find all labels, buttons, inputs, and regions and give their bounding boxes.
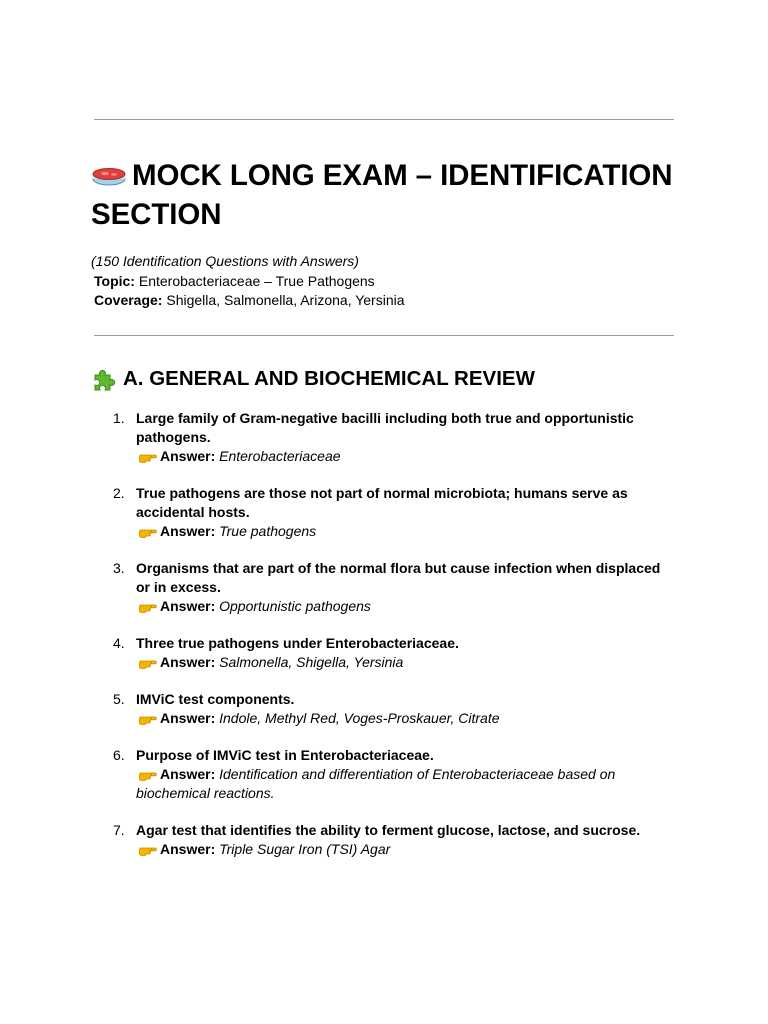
question-text: Organisms that are part of the normal flora but cause infection when displaced or in excess. (136, 560, 661, 595)
question-number: 4. (113, 635, 125, 651)
answer-row (136, 709, 676, 728)
question-number: 2. (113, 485, 125, 501)
pointing-hand-icon (139, 599, 157, 613)
pointing-hand-icon (139, 842, 157, 856)
coverage-row (91, 291, 691, 311)
answer-text: Triple Sugar Iron (TSI) Agar (219, 841, 391, 857)
answer-text: True pathogens (219, 523, 317, 539)
answer-label: Answer: (160, 841, 216, 857)
list-item (0, 821, 676, 859)
answer-text: Identification and differentiation of Enterobacteriaceae based on biochemical reactions. (136, 766, 616, 801)
coverage-label: Coverage: (94, 292, 163, 308)
topic-row (91, 272, 691, 292)
subtitle: (150 Identification Questions with Answers) (91, 253, 359, 269)
pointing-hand-icon (139, 711, 157, 725)
question-number: 3. (113, 560, 125, 576)
page-title (91, 156, 691, 234)
list-item (0, 690, 676, 728)
answer-label: Answer: (160, 766, 216, 782)
title-text: MOCK LONG EXAM – IDENTIFICATION SECTION (91, 159, 673, 231)
answer-row (136, 653, 676, 672)
question-number: 6. (113, 747, 125, 763)
answer-row (136, 522, 676, 541)
section-heading (91, 364, 691, 394)
question-number: 7. (113, 822, 125, 838)
pointing-hand-icon (139, 449, 157, 463)
question-number: 5. (113, 691, 125, 707)
topic-label: Topic: (94, 272, 135, 289)
question-number: 1. (113, 410, 125, 426)
answer-text: Salmonella, Shigella, Yersinia (219, 654, 404, 670)
section-heading-text: A. GENERAL AND BIOCHEMICAL REVIEW (123, 367, 535, 390)
exam-meta (91, 252, 691, 311)
pointing-hand-icon (139, 524, 157, 538)
answer-row (136, 840, 676, 859)
question-text: True pathogens are those not part of normal microbiota; humans serve as accidental hosts. (136, 485, 628, 520)
answer-label: Answer: (160, 448, 216, 464)
list-item (0, 634, 676, 672)
answer-row (136, 447, 676, 466)
answer-label: Answer: (160, 710, 216, 726)
pointing-hand-icon (139, 767, 157, 781)
puzzle-piece-icon (91, 366, 117, 392)
top-divider (94, 119, 674, 120)
list-item (0, 746, 676, 803)
section-divider (94, 335, 674, 336)
topic-value: Enterobacteriaceae – True Pathogens (138, 272, 375, 289)
answer-label: Answer: (160, 523, 216, 539)
answer-text: Indole, Methyl Red, Voges-Proskauer, Citrate (219, 710, 500, 726)
answer-text: Enterobacteriaceae (219, 448, 341, 464)
question-text: Purpose of IMViC test in Enterobacteriaceae. (136, 747, 434, 763)
question-text: Large family of Gram-negative bacilli including both true and opportunistic pathogens. (136, 410, 634, 445)
question-text: IMViC test components. (136, 691, 295, 707)
question-text: Three true pathogens under Enterobacteriaceae. (136, 635, 459, 651)
answer-row (136, 597, 676, 616)
coverage-value: Shigella, Salmonella, Arizona, Yersinia (166, 292, 405, 308)
answer-row (136, 765, 676, 803)
question-text: Agar test that identifies the ability to ferment glucose, lactose, and sucrose. (136, 822, 641, 838)
list-item (0, 559, 676, 616)
petri-dish-icon (91, 166, 127, 186)
question-list (0, 409, 768, 877)
list-item (0, 484, 676, 541)
answer-label: Answer: (160, 598, 216, 614)
pointing-hand-icon (139, 655, 157, 669)
answer-text: Opportunistic pathogens (219, 598, 371, 614)
list-item (0, 409, 676, 466)
answer-label: Answer: (160, 654, 216, 670)
